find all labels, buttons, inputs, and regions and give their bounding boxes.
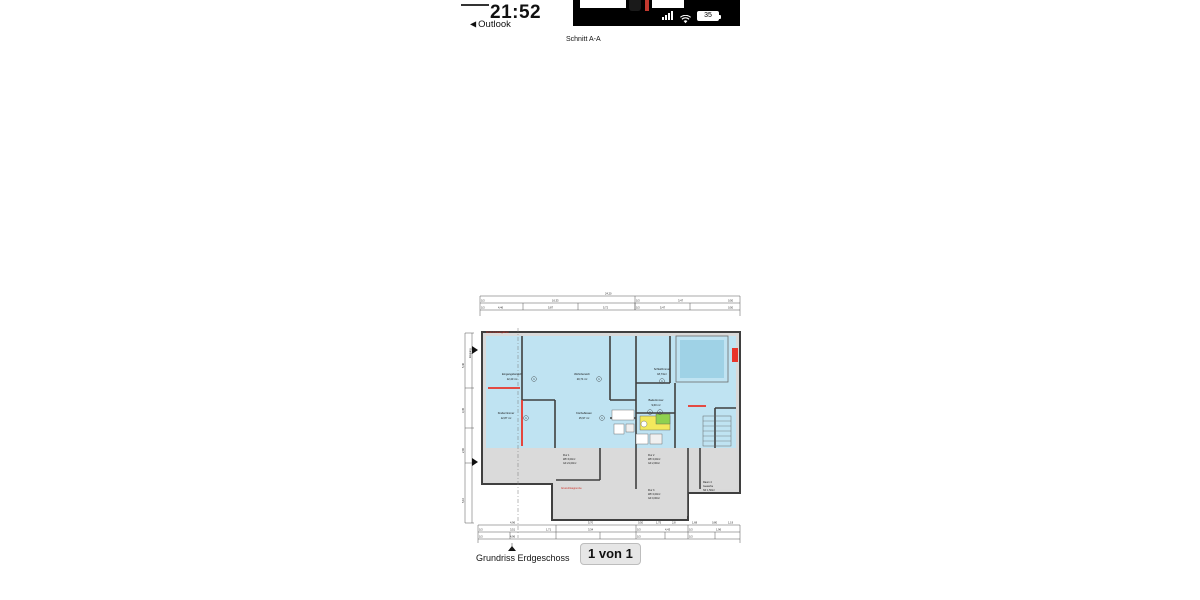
svg-text:0,3: 0,3 <box>637 528 641 532</box>
svg-text:0,3: 0,3 <box>636 306 640 310</box>
status-bar-recording-indicator <box>645 0 649 11</box>
annotation-0-line1: Flur 1 <box>563 454 570 457</box>
svg-text:1,19: 1,19 <box>728 521 734 525</box>
svg-text:3,51: 3,51 <box>510 528 516 532</box>
svg-text:3,47: 3,47 <box>678 299 684 303</box>
plan-title-top: Grundrissangaben <box>486 330 510 334</box>
dimension-chain-bottom <box>478 525 740 543</box>
battery-icon <box>697 11 719 21</box>
svg-text:1,75: 1,75 <box>656 521 662 525</box>
wifi-icon <box>680 11 691 20</box>
annotation-1-line1: Flur 2 <box>648 454 655 457</box>
direction-marker-icon <box>472 346 478 466</box>
room-name-3: Kinderzimmer <box>497 412 515 415</box>
svg-text:3,45: 3,45 <box>462 407 465 413</box>
svg-text:0,3: 0,3 <box>689 535 693 539</box>
room-name-4: Küche/Essen <box>576 412 592 415</box>
svg-text:1: 1 <box>598 378 600 381</box>
svg-text:3,34: 3,34 <box>588 528 594 532</box>
annotation-2-line2: WF 0,00m² <box>648 493 661 496</box>
floorplan-caption: Grundriss Erdgeschoss <box>476 553 570 563</box>
room-name-0: Eingangsbereich <box>501 373 523 376</box>
status-bar-notch <box>629 0 641 11</box>
status-bar-white-block-left <box>580 0 626 8</box>
dimension-labels-bottom <box>479 521 734 539</box>
room-area-0: 12,43 m² <box>506 378 518 381</box>
svg-text:0,50: 0,50 <box>728 299 734 303</box>
dimension-labels-top <box>481 292 734 310</box>
clock-label: 21:52 <box>490 2 542 23</box>
status-bar-divider <box>461 4 489 6</box>
svg-text:5,70: 5,70 <box>588 521 594 525</box>
room-name-1: Wohnbereich <box>574 373 590 376</box>
annotation-2-line3: GF 0,00m² <box>648 497 660 500</box>
svg-text:5,47: 5,47 <box>660 306 666 310</box>
svg-text:4,46: 4,46 <box>498 306 504 310</box>
annotation-2-line1: Flur 3 <box>648 489 655 492</box>
annotation-3-line2: Gewerbe <box>703 485 714 488</box>
annotation-3-line3: NF 1,50m² <box>703 489 715 492</box>
section-caption: Schnitt A-A <box>566 36 601 43</box>
svg-text:16,33: 16,33 <box>552 299 559 303</box>
svg-text:1,96: 1,96 <box>716 528 722 532</box>
back-app-label: Outlook <box>478 19 511 30</box>
room-name-2: Schlafzimmer <box>653 368 671 371</box>
annotation-0-line3: GF 21,00m² <box>563 462 577 465</box>
page-indicator[interactable]: 1 von 1 <box>580 543 641 565</box>
svg-text:0,3: 0,3 <box>481 306 485 310</box>
svg-text:24,20: 24,20 <box>605 292 612 296</box>
status-bar-white-block-right <box>652 0 684 8</box>
cellular-signal-icon <box>662 11 673 20</box>
room-name-5: Badezimmer <box>648 399 664 402</box>
svg-text:5,10: 5,10 <box>462 497 465 503</box>
svg-text:4,96: 4,96 <box>510 535 516 539</box>
svg-text:1: 1 <box>601 417 603 420</box>
annotation-1-line3: GF 2,00m² <box>648 462 660 465</box>
svg-text:5,87: 5,87 <box>548 306 554 310</box>
svg-text:5,40: 5,40 <box>462 362 465 368</box>
back-triangle-icon: ◀ <box>470 19 477 29</box>
floorplan-svg <box>460 288 745 553</box>
dimension-chain-left <box>465 333 474 523</box>
svg-text:0,3: 0,3 <box>479 528 483 532</box>
room-area-5: 9,60 m² <box>651 404 661 407</box>
room-area-1: 20,74 m² <box>576 378 588 381</box>
room-area-2: 18,73m² <box>657 373 667 376</box>
svg-text:1,68: 1,68 <box>692 521 698 525</box>
svg-text:2,90: 2,90 <box>462 447 465 453</box>
svg-text:0,3: 0,3 <box>637 535 641 539</box>
floorplan-drawing[interactable] <box>460 288 745 553</box>
svg-text:1: 1 <box>649 411 651 414</box>
dimension-labels-left <box>461 348 472 503</box>
svg-text:2,8: 2,8 <box>672 521 676 525</box>
room-area-4: 15,97 m² <box>578 417 590 420</box>
svg-text:1: 1 <box>525 417 527 420</box>
svg-text:0,80: 0,80 <box>712 521 718 525</box>
svg-text:0,50: 0,50 <box>638 521 644 525</box>
plan-title-bottom: Grundrissgrenze <box>561 486 582 490</box>
svg-text:1: 1 <box>659 411 661 414</box>
annotation-0-line2: WF 6,00m² <box>563 458 576 461</box>
svg-text:Eingang: Eingang <box>469 348 472 358</box>
room-area-3: 12,87 m² <box>500 417 512 420</box>
svg-text:0,50: 0,50 <box>728 306 734 310</box>
annotation-3-line1: Raum 4 <box>703 481 712 484</box>
svg-text:4,43: 4,43 <box>665 528 671 532</box>
svg-text:0,3: 0,3 <box>479 535 483 539</box>
svg-text:4,96: 4,96 <box>510 521 516 525</box>
svg-text:0,3: 0,3 <box>689 528 693 532</box>
svg-text:5,72: 5,72 <box>603 306 609 310</box>
svg-text:0,3: 0,3 <box>636 299 640 303</box>
battery-percent-label: 35 <box>704 12 712 19</box>
svg-text:1: 1 <box>533 378 535 381</box>
svg-text:0,3: 0,3 <box>481 299 485 303</box>
annotation-1-line2: WF 0,00m² <box>648 458 661 461</box>
dimension-chain-top <box>480 296 740 316</box>
svg-text:1: 1 <box>661 380 663 383</box>
svg-text:1,71: 1,71 <box>546 528 552 532</box>
back-to-app-link[interactable] <box>470 19 511 30</box>
